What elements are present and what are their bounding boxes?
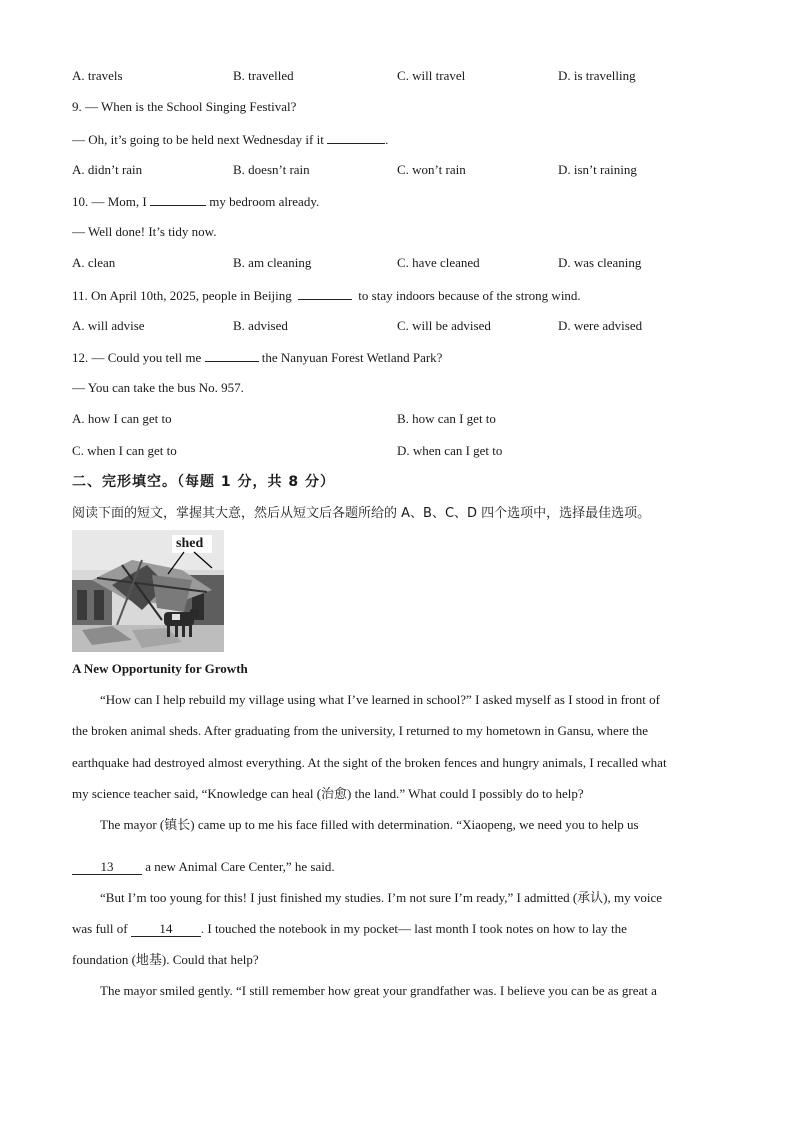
- section-instruction: 阅读下面的短文，掌握其大意，然后从短文后各题所给的 A、B、C、D 四个选项中，选择最佳选项。: [72, 506, 651, 521]
- q9-option-d: D. isn’t raining: [558, 162, 637, 177]
- q10-option-c: C. have cleaned: [397, 255, 480, 270]
- shed-label: shed: [176, 536, 204, 551]
- p3-line-1: “But I’m too young for this! I just finished my studies. I’m not sure I’m ready,” I admitted (承认), my voice: [100, 890, 663, 905]
- p2-line-2: [72, 859, 335, 875]
- p1-line-3: earthquake had destroyed almost everything. At the sight of the broken fences and hungry animals, I recalled what: [72, 755, 667, 770]
- p2-line-2-text: a new Animal Care Center,” he said.: [145, 859, 335, 874]
- p4-line-1: The mayor smiled gently. “I still remember how great your grandfather was. I believe you can be as great a: [100, 983, 657, 998]
- q11-option-c: C. will be advised: [397, 318, 491, 333]
- q12-option-a: A. how I can get to: [72, 411, 172, 426]
- article-title: A New Opportunity for Growth: [72, 661, 248, 676]
- q9-option-b: B. doesn’t rain: [233, 162, 310, 177]
- q10-option-b: B. am cleaning: [233, 255, 312, 270]
- q12-question-after: the Nanyuan Forest Wetland Park?: [261, 350, 443, 365]
- q10-question-before: 10. — Mom, I: [72, 194, 147, 209]
- q12-question-line: [72, 349, 442, 366]
- q9-answer-after: .: [385, 132, 389, 147]
- q9-blank: [327, 131, 385, 144]
- p1-line-2: the broken animal sheds. After graduating from the university, I returned to my hometown in Gansu, where the: [72, 723, 649, 738]
- p3-line-2-before: was full of: [72, 921, 128, 936]
- q11-option-a: A. will advise: [72, 318, 145, 333]
- p1-line-4: my science teacher said, “Knowledge can heal (治愈) the land.” What could I possibly do to help?: [72, 786, 584, 801]
- q9-answer-line: [72, 131, 388, 148]
- blank-14: 14: [131, 922, 201, 937]
- blank-13: 13: [72, 860, 142, 875]
- q10-blank: [150, 193, 206, 206]
- q11-option-b: B. advised: [233, 318, 288, 333]
- q11-question-line: [72, 287, 581, 304]
- q8-option-c: C. will travel: [397, 68, 466, 83]
- p3-line-2: [72, 921, 627, 937]
- q8-option-a: A. travels: [72, 68, 123, 83]
- q12-option-d: D. when can I get to: [397, 443, 503, 458]
- q8-option-d: D. is travelling: [558, 68, 636, 83]
- q10-question-after: my bedroom already.: [209, 194, 320, 209]
- p2-line-1: The mayor (镇长) came up to me his face filled with determination. “Xiaopeng, we need you to help us: [100, 817, 639, 832]
- q10-option-d: D. was cleaning: [558, 255, 642, 270]
- q12-answer: — You can take the bus No. 957.: [72, 380, 244, 395]
- q12-blank: [205, 349, 259, 362]
- section-title: 二、完形填空。（每题 1 分，共 8 分）: [72, 474, 335, 490]
- q9-option-c: C. won’t rain: [397, 162, 466, 177]
- q11-blank: [298, 287, 352, 300]
- q12-option-b: B. how can I get to: [397, 411, 496, 426]
- p3-line-2-after: . I touched the notebook in my pocket— last month I took notes on how to lay the: [200, 921, 627, 936]
- q9-question: 9. — When is the School Singing Festival?: [72, 99, 297, 114]
- q10-answer: — Well done! It’s tidy now.: [72, 224, 217, 239]
- q11-question-before: 11. On April 10th, 2025, people in Beijing: [72, 288, 292, 303]
- q9-option-a: A. didn’t rain: [72, 162, 143, 177]
- q9-answer-before: — Oh, it’s going to be held next Wednesday if it: [72, 132, 324, 147]
- q12-question-before: 12. — Could you tell me: [72, 350, 202, 365]
- p1-line-1: “How can I help rebuild my village using what I’ve learned in school?” I asked myself as I stood in front of: [100, 692, 660, 707]
- damaged-shed-photo: [72, 530, 224, 652]
- q11-option-d: D. were advised: [558, 318, 643, 333]
- p3-line-3: foundation (地基). Could that help?: [72, 952, 259, 967]
- q12-option-c: C. when I can get to: [72, 443, 177, 458]
- q10-question-line: [72, 193, 319, 210]
- q10-option-a: A. clean: [72, 255, 116, 270]
- q8-option-b: B. travelled: [233, 68, 294, 83]
- q11-question-after: to stay indoors because of the strong wind.: [358, 288, 581, 303]
